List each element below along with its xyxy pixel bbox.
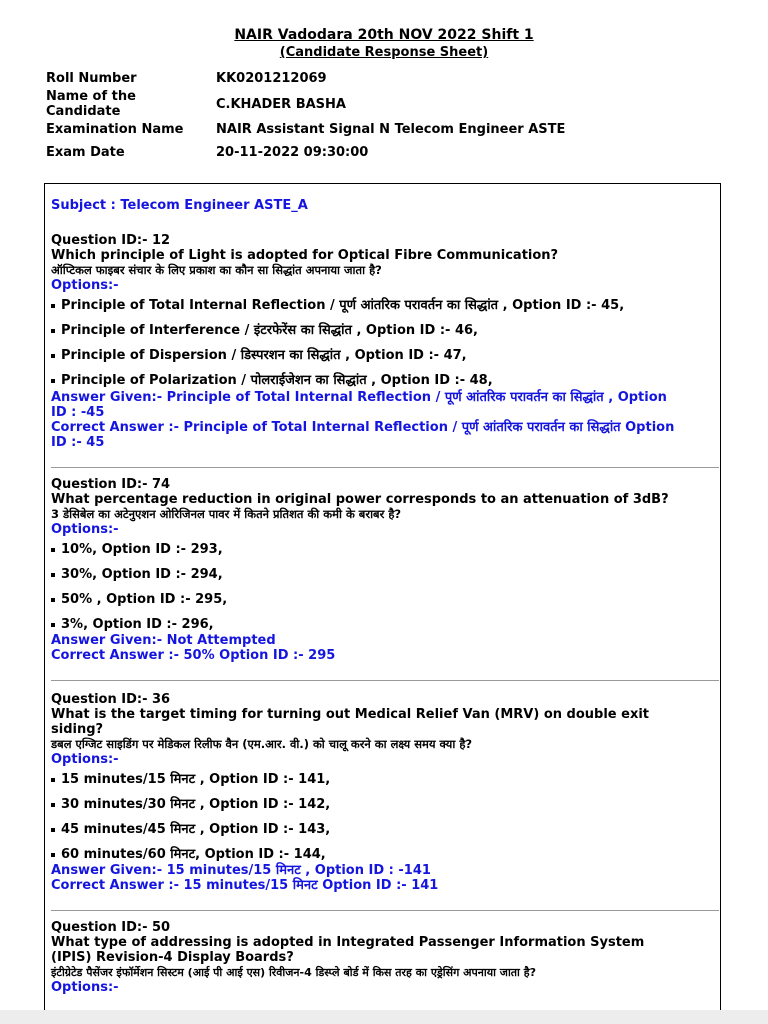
- option-text: 30 minutes/30 मिनट , Option ID :- 142,: [61, 797, 331, 812]
- option-item: [51, 772, 713, 788]
- option-text: 10%, Option ID :- 293,: [61, 542, 223, 557]
- roll-number-label: Roll Number: [46, 71, 137, 86]
- bullet-icon: [51, 803, 55, 807]
- question-text-line2: (IPIS) Revision-4 Display Boards?: [51, 950, 294, 965]
- options-label: Options:-: [51, 980, 119, 995]
- bullet-icon: [51, 853, 55, 857]
- option-item: [51, 797, 713, 813]
- answer-given-line2: ID : -45: [51, 405, 105, 420]
- bullet-icon: [51, 573, 55, 577]
- correct-answer-line1: Correct Answer :- Principle of Total Internal Reflection / पूर्ण आंतरिक परावर्तन का सिद्धांत Option: [51, 420, 675, 435]
- question-text: [51, 707, 713, 737]
- question-block: [51, 477, 713, 663]
- exam-date-label: Exam Date: [46, 145, 125, 160]
- subject-heading: Subject : Telecom Engineer ASTE_A: [51, 198, 308, 213]
- options-label: Options:-: [51, 522, 119, 537]
- bullet-icon: [51, 778, 55, 782]
- question-text-hindi: डबल एग्जिट साइडिंग पर मेडिकल रिलीफ वैन (एम.आर. वी.) को चालू करने का लक्ष्य समय क्या है?: [51, 737, 473, 751]
- option-text: Principle of Total Internal Reflection / पूर्ण आंतरिक परावर्तन का सिद्धांत , Option ID :- 45,: [61, 298, 625, 313]
- option-text: Principle of Dispersion / डिस्परशन का सिद्धांत , Option ID :- 47,: [61, 348, 467, 363]
- bullet-icon: [51, 598, 55, 602]
- answer-given: Answer Given:- Not Attempted: [51, 633, 276, 648]
- option-item: [51, 348, 713, 364]
- question-block: [51, 692, 713, 893]
- options-label: Options:-: [51, 752, 119, 767]
- option-item: [51, 323, 713, 339]
- option-item: [51, 298, 713, 314]
- responses-box: [44, 183, 721, 1010]
- answer-given: [51, 390, 713, 420]
- answer-given: Answer Given:- 15 minutes/15 मिनट , Option ID : -141: [51, 863, 431, 878]
- question-text-hindi: 3 डेसिबेल का अटेनुएशन ओरिजिनल पावर में कितने प्रतिशत की कमी के बराबर है?: [51, 507, 402, 521]
- option-text: Principle of Interference / इंटरफेरेंस का सिद्धांत , Option ID :- 46,: [61, 323, 478, 338]
- question-text-line2: siding?: [51, 722, 104, 737]
- exam-name-value: NAIR Assistant Signal N Telecom Engineer ASTE: [216, 122, 566, 137]
- candidate-name-value: C.KHADER BASHA: [216, 97, 346, 112]
- question-divider: [51, 680, 719, 681]
- question-text: Which principle of Light is adopted for Optical Fibre Communication?: [51, 248, 559, 263]
- exam-name-label: Examination Name: [46, 122, 184, 137]
- question-id: Question ID:- 74: [51, 477, 171, 492]
- correct-answer: Correct Answer :- 15 minutes/15 मिनट Option ID :- 141: [51, 878, 439, 893]
- option-text: 45 minutes/45 मिनट , Option ID :- 143,: [61, 822, 331, 837]
- bullet-icon: [51, 354, 55, 358]
- correct-answer: Correct Answer :- 50% Option ID :- 295: [51, 648, 336, 663]
- option-text: Principle of Polarization / पोलराईजेशन का सिद्धांत , Option ID :- 48,: [61, 373, 493, 388]
- bullet-icon: [51, 304, 55, 308]
- option-text: 15 minutes/15 मिनट , Option ID :- 141,: [61, 772, 331, 787]
- bullet-icon: [51, 379, 55, 383]
- correct-answer: [51, 420, 713, 450]
- option-text: 60 minutes/60 मिनट, Option ID :- 144,: [61, 847, 326, 862]
- question-id: Question ID:- 50: [51, 920, 171, 935]
- option-item: [51, 542, 713, 558]
- option-item: [51, 847, 713, 863]
- candidate-name-row: [46, 89, 746, 121]
- answer-given-line1: Answer Given:- Principle of Total Internal Reflection / पूर्ण आंतरिक परावर्तन का सिद्धांत , Option: [51, 390, 667, 405]
- bullet-icon: [51, 828, 55, 832]
- question-divider: [51, 910, 719, 911]
- option-item: [51, 592, 713, 608]
- question-text: What percentage reduction in original power corresponds to an attenuation of 3dB?: [51, 492, 669, 507]
- candidate-name-label-line2: Candidate: [46, 104, 121, 119]
- question-text-line1: What type of addressing is adopted in Integrated Passenger Information System: [51, 935, 645, 950]
- option-item: [51, 567, 713, 583]
- options-label: Options:-: [51, 278, 119, 293]
- question-id: Question ID:- 36: [51, 692, 171, 707]
- question-text-line1: What is the target timing for turning out Medical Relief Van (MRV) on double exit: [51, 707, 649, 722]
- bullet-icon: [51, 623, 55, 627]
- option-item: [51, 373, 713, 389]
- document-subtitle: (Candidate Response Sheet): [279, 45, 489, 60]
- roll-number-value: KK0201212069: [216, 71, 327, 86]
- bullet-icon: [51, 329, 55, 333]
- option-text: 50% , Option ID :- 295,: [61, 592, 228, 607]
- option-text: 3%, Option ID :- 296,: [61, 617, 214, 632]
- option-item: [51, 822, 713, 838]
- option-text: 30%, Option ID :- 294,: [61, 567, 223, 582]
- correct-answer-line2: ID :- 45: [51, 435, 105, 450]
- question-block: [51, 920, 713, 1000]
- option-item: [51, 617, 713, 633]
- exam-date-value: 20-11-2022 09:30:00: [216, 145, 369, 160]
- bullet-icon: [51, 548, 55, 552]
- candidate-name-label-line1: Name of the: [46, 89, 136, 104]
- question-text-hindi: ऑप्टिकल फाइबर संचार के लिए प्रकाश का कौन सा सिद्धांत अपनाया जाता है?: [51, 263, 382, 277]
- document-title: NAIR Vadodara 20th NOV 2022 Shift 1: [234, 27, 534, 43]
- question-block: [51, 233, 713, 450]
- question-id: Question ID:- 12: [51, 233, 171, 248]
- question-text-hindi: इंटीग्रेटेड पैसेंजर इंफॉर्मेशन सिस्टम (आई पी आई एस) रिवीजन-4 डिस्प्ले बोर्ड में किस तरह का एड्रेसिंग अपनाया जाता है?: [51, 966, 536, 979]
- question-text: [51, 935, 713, 965]
- question-divider: [51, 467, 719, 468]
